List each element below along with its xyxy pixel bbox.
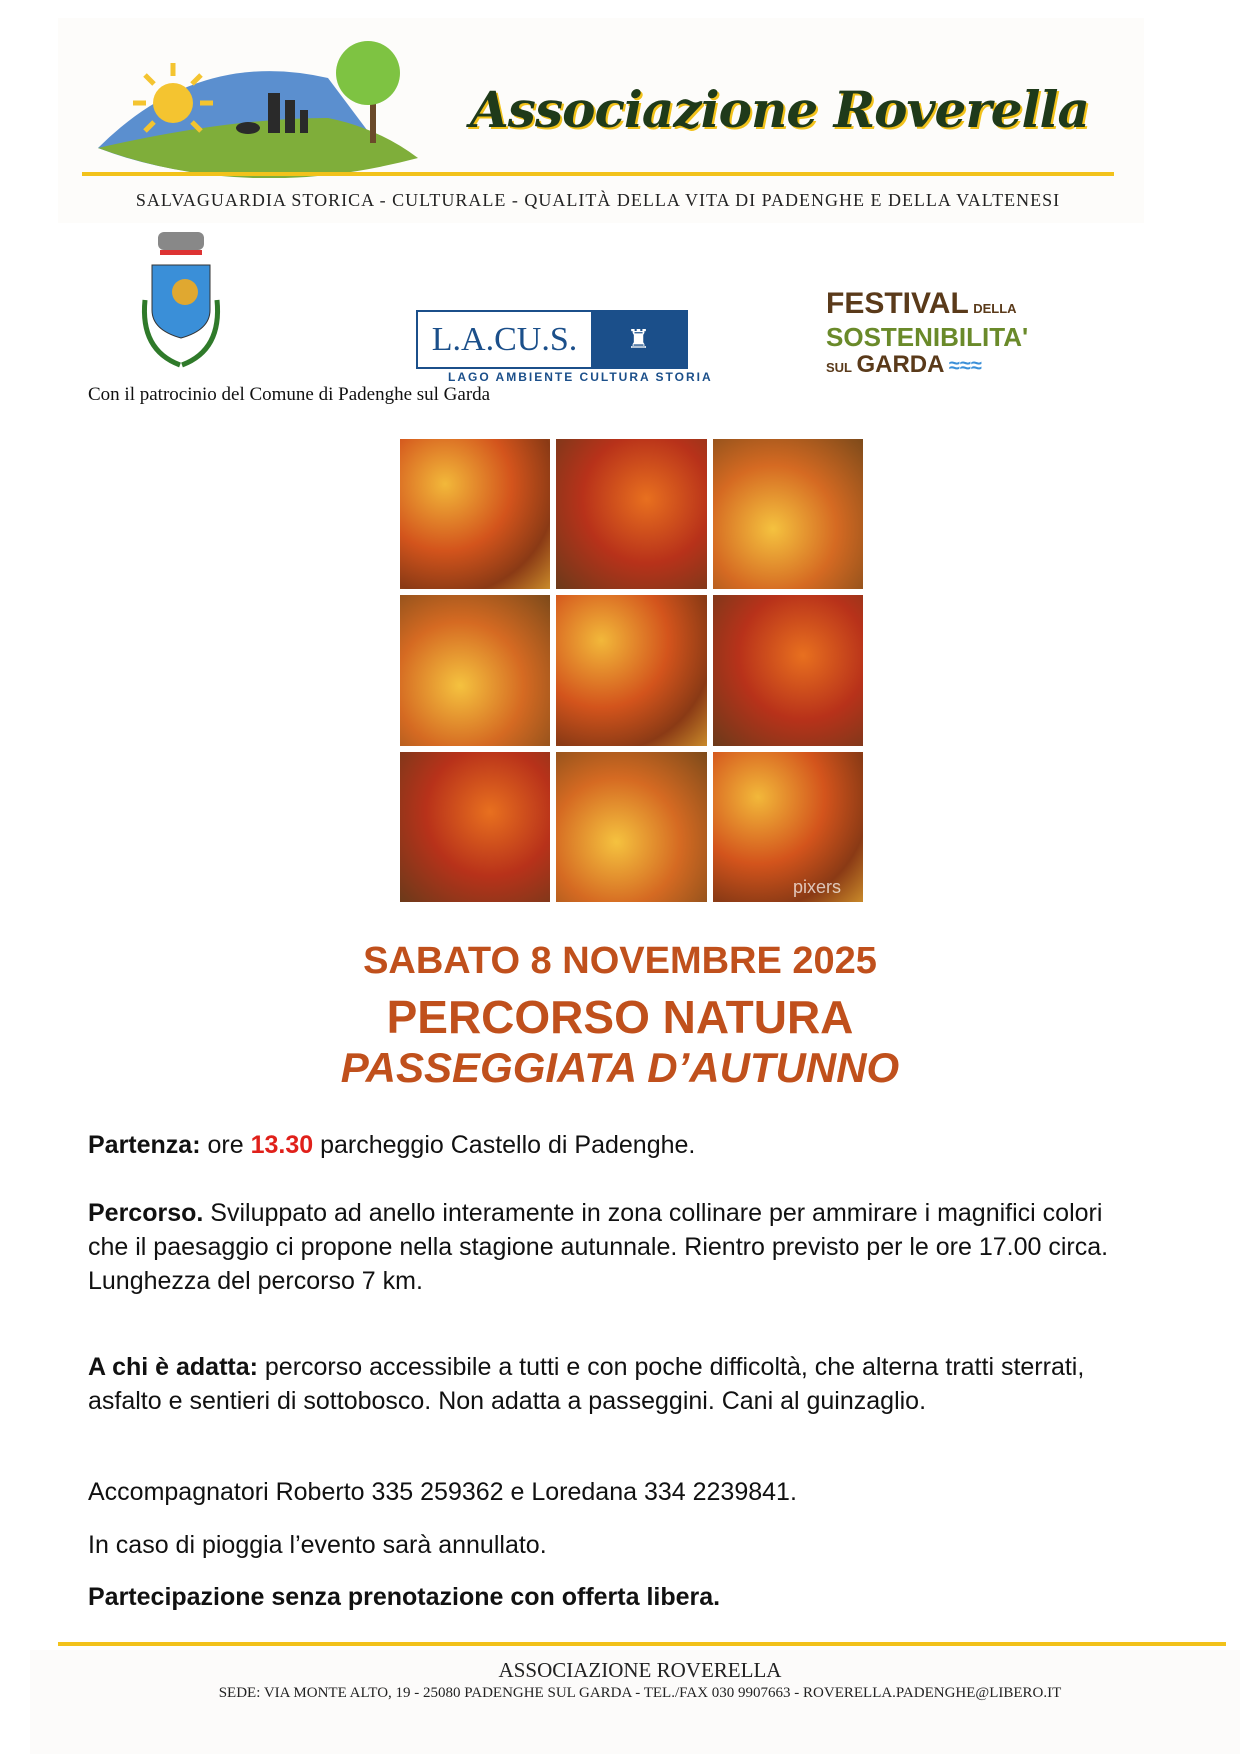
percorso-label: Percorso. — [88, 1199, 204, 1227]
lacus-logo — [416, 310, 688, 369]
photo-tile — [556, 595, 706, 745]
patronage-text: Con il patrocinio del Comune di Padenghe sul Garda — [88, 384, 491, 405]
photo-tile — [556, 752, 706, 902]
partenza-paragraph — [88, 1128, 1148, 1162]
photo-tile — [400, 595, 550, 745]
footer-address: SEDE: VIA MONTE ALTO, 19 - 25080 PADENGHE SUL GARDA - TEL./FAX 030 9907663 - ROVERELLA.PADENGHE@LIBERO.IT — [218, 1685, 1062, 1701]
adatta-label: A chi è adatta: — [88, 1353, 258, 1381]
pioggia-text: In caso di pioggia l’evento sarà annullato. — [88, 1531, 547, 1559]
percorso-text: Sviluppato ad anello interamente in zona collinare per ammirare i magnifici colori che il paesaggio ci propone nella stagione autunnale. Rientro previsto per le ore 17.00 circa. Lunghezza del percorso 7 km. — [88, 1199, 1109, 1295]
footer-divider — [58, 1642, 1226, 1646]
festival-sul: SUL — [826, 360, 852, 375]
partenza-label: Partenza: — [88, 1131, 201, 1159]
header-divider — [82, 172, 1114, 176]
event-subtitle: PASSEGGIATA D’AUTUNNO — [340, 1044, 900, 1091]
festival-logo — [826, 287, 1029, 382]
photo-tile — [556, 439, 706, 589]
castle-icon: ♜ — [591, 312, 686, 367]
roverella-logo-icon — [78, 28, 458, 178]
adatta-text: percorso accessibile a tutti e con poche difficoltà, che alterna tratti sterrati, asfalto e sentieri di sottobosco. Non adatta a passeggini. Cani al guinzaglio. — [88, 1353, 1085, 1415]
comune-crest-icon — [130, 230, 235, 375]
photo-tile — [400, 752, 550, 902]
org-title-logo: Associazione Roverella — [470, 80, 1089, 139]
lacus-subtitle: LAGO AMBIENTE CULTURA STORIA — [448, 370, 713, 384]
waves-icon: ≈≈≈ — [948, 355, 982, 377]
festival-garda: GARDA — [856, 351, 945, 378]
photo-tile — [713, 595, 863, 745]
partenza-time: 13.30 — [250, 1131, 314, 1159]
event-date: SABATO 8 NOVEMBRE 2025 — [363, 940, 877, 982]
partecipazione-text: Partecipazione senza prenotazione con offerta libera. — [88, 1583, 721, 1611]
photo-watermark: pixers — [792, 877, 841, 897]
tagline: SALVAGUARDIA STORICA - CULTURALE - QUALITÀ DELLA VITA DI PADENGHE E DELLA VALTENESI — [135, 190, 1061, 210]
festival-sostenibilita: SOSTENIBILITA' — [826, 322, 1029, 352]
lacus-name: L.A.CU.S. — [431, 320, 578, 358]
photo-tile — [400, 439, 550, 589]
autumn-leaves-photo — [400, 439, 863, 902]
festival-della: DELLA — [973, 301, 1017, 316]
accompagnatori-text: Accompagnatori Roberto 335 259362 e Loredana 334 2239841. — [88, 1478, 797, 1506]
photo-tile — [713, 752, 863, 902]
event-title: PERCORSO NATURA — [386, 991, 854, 1043]
photo-tile — [713, 439, 863, 589]
partenza-post: parcheggio Castello di Padenghe. — [313, 1131, 696, 1159]
festival-word: FESTIVAL — [826, 287, 969, 320]
percorso-paragraph — [88, 1196, 1148, 1298]
adatta-paragraph — [88, 1350, 1148, 1418]
footer-name: ASSOCIAZIONE ROVERELLA — [498, 1658, 782, 1682]
partenza-pre: ore — [200, 1131, 251, 1159]
